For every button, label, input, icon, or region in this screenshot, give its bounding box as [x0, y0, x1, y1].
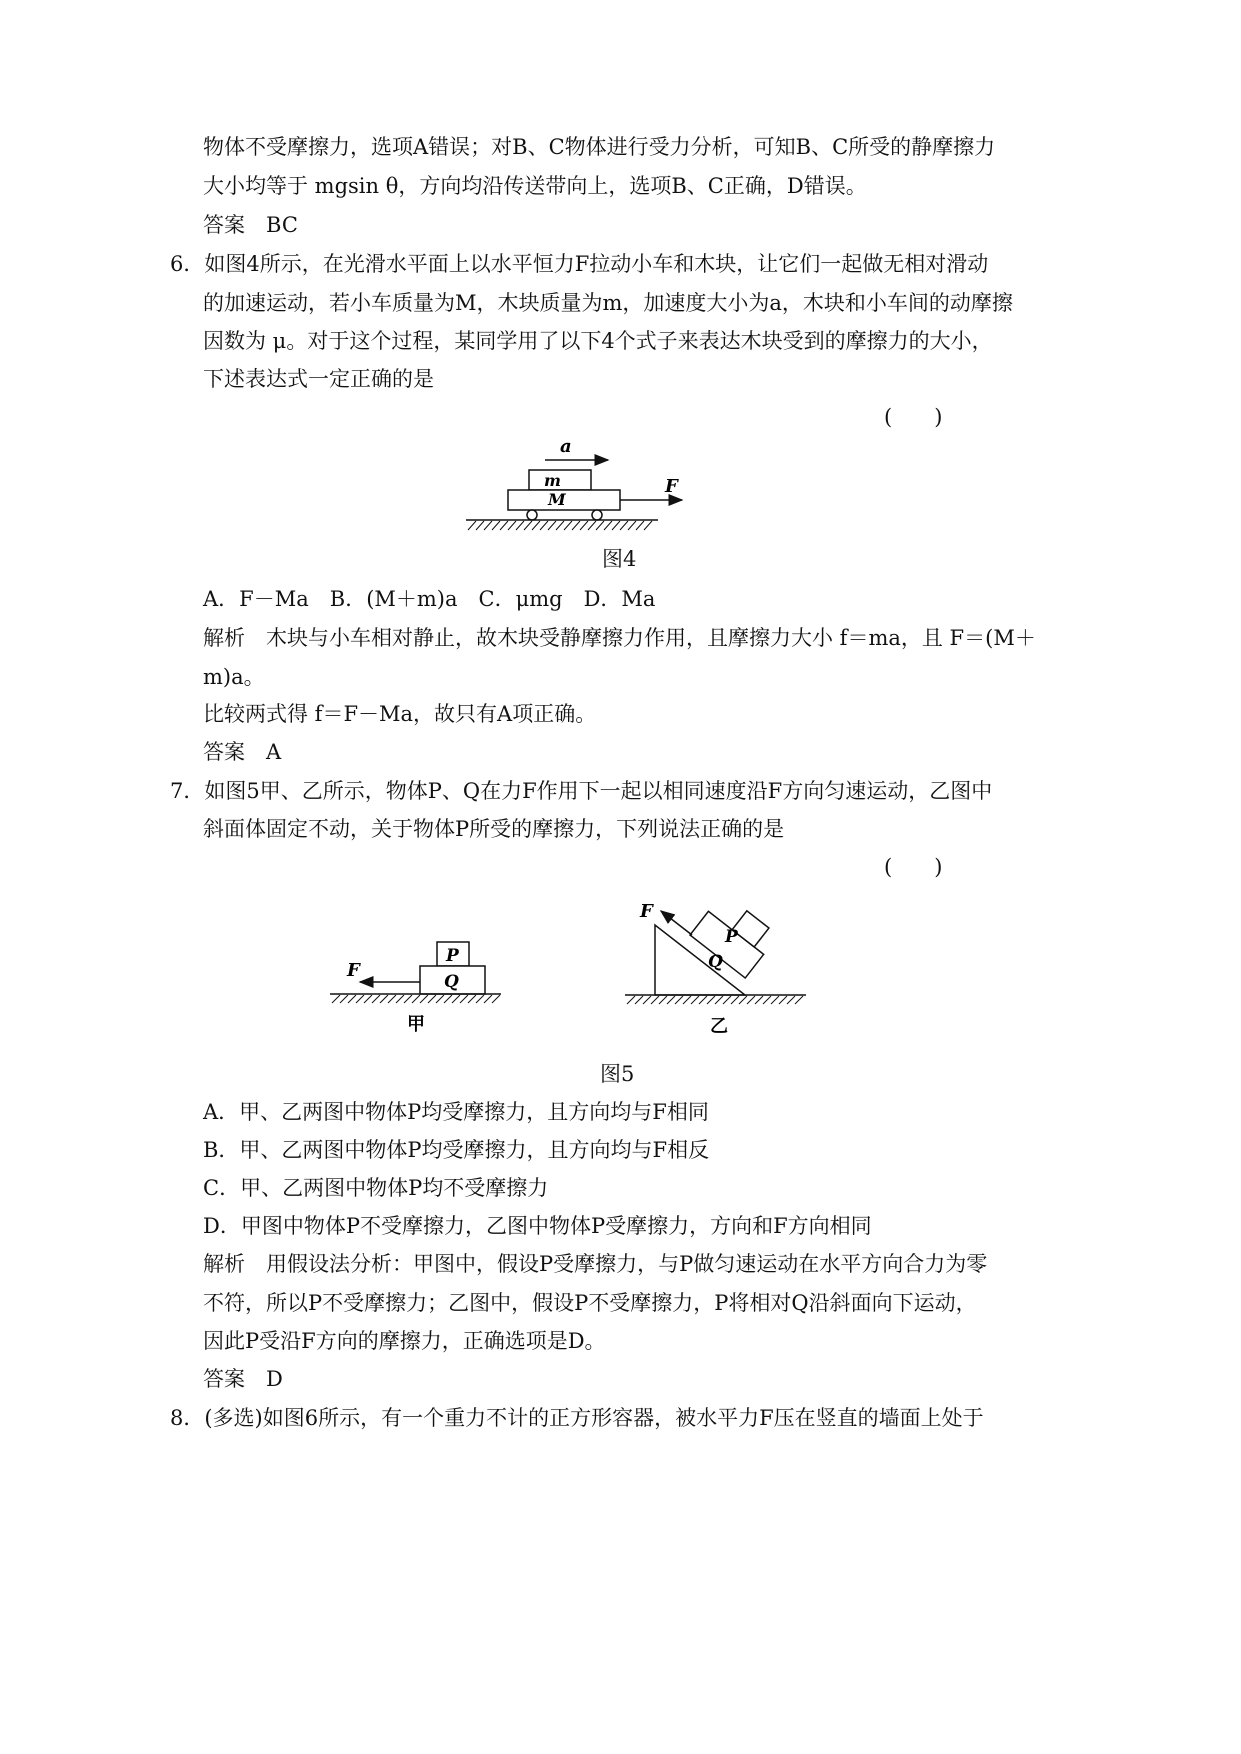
q6-analysis-line-1: 解析 木块与小车相对静止，故木块受静摩擦力作用，且摩擦力大小 f＝ma，且 F＝(M＋	[203, 626, 1036, 650]
label-F: F	[665, 476, 678, 497]
q5-answer: 答案 BC	[203, 213, 298, 237]
q7-option-d: D．甲图中物体P不受摩擦力，乙图中物体P受摩擦力，方向和F方向相同	[203, 1214, 872, 1238]
label-F-jia: F	[347, 960, 360, 981]
figure-4-caption: 图4	[602, 547, 637, 571]
label-P-jia: P	[446, 946, 459, 966]
q7-text-line-1: 7．如图5甲、乙所示，物体P、Q在力F作用下一起以相同速度沿F方向匀速运动，乙图中	[170, 779, 993, 803]
q6-options: A．F－Ma B．(M＋m)a C．μmg D．Ma	[203, 587, 656, 611]
q7-answer: 答案 D	[203, 1367, 283, 1391]
q6-text-line-4: 下述表达式一定正确的是	[203, 367, 434, 391]
label-a: a	[560, 436, 572, 457]
label-Q-yi: Q	[708, 952, 723, 972]
q6-text-line-1: 6．如图4所示，在光滑水平面上以水平恒力F拉动小车和木块，让它们一起做无相对滑动	[170, 252, 989, 276]
q6-answer-bracket: ( )	[884, 405, 943, 429]
wheel-left	[527, 510, 537, 520]
figure-4	[460, 430, 730, 535]
label-F-yi: F	[640, 901, 653, 922]
q7-text-line-2: 斜面体固定不动，关于物体P所受的摩擦力，下列说法正确的是	[203, 817, 785, 841]
q6-text-line-2: 的加速运动，若小车质量为M，木块质量为m，加速度大小为a，木块和小车间的动摩擦	[203, 291, 1013, 315]
label-M: M	[548, 490, 566, 509]
force-arrow-yi	[661, 911, 692, 935]
q7-analysis-line-2: 不符，所以P不受摩擦力；乙图中，假设P不受摩擦力，P将相对Q沿斜面向下运动，	[203, 1291, 977, 1315]
q7-analysis-line-3: 因此P受沿F方向的摩擦力，正确选项是D。	[203, 1329, 606, 1353]
label-Q-jia: Q	[444, 972, 459, 992]
q6-answer: 答案 A	[203, 740, 282, 764]
q6-text-line-3: 因数为 μ。对于这个过程，某同学用了以下4个式子来表达木块受到的摩擦力的大小，	[203, 329, 993, 353]
label-jia: 甲	[407, 1014, 425, 1035]
label-P-yi: P	[725, 927, 738, 947]
q7-option-b: B．甲、乙两图中物体P均受摩擦力，且方向均与F相反	[203, 1138, 710, 1162]
q7-option-a: A．甲、乙两图中物体P均受摩擦力，且方向均与F相同	[203, 1100, 709, 1124]
q7-answer-bracket: ( )	[884, 855, 943, 879]
q6-analysis-line-2: m)a。	[203, 665, 265, 689]
q8-text-line-1: 8．(多选)如图6所示，有一个重力不计的正方形容器，被水平力F压在竖直的墙面上处于	[170, 1406, 984, 1430]
figure-5-yi	[620, 895, 815, 1040]
figure-5-jia	[325, 930, 510, 1040]
q6-analysis-line-3: 比较两式得 f＝F－Ma，故只有A项正确。	[203, 702, 597, 726]
label-m: m	[544, 471, 561, 490]
label-yi: 乙	[710, 1016, 728, 1037]
figure-5-caption: 图5	[600, 1062, 635, 1086]
wheel-right	[592, 510, 602, 520]
q5-text-line-2: 大小均等于 mgsin θ，方向均沿传送带向上，选项B、C正确，D错误。	[203, 174, 867, 198]
q5-text-line-1: 物体不受摩擦力，选项A错误；对B、C物体进行受力分析，可知B、C所受的静摩擦力	[203, 135, 996, 159]
q7-option-c: C．甲、乙两图中物体P均不受摩擦力	[203, 1176, 549, 1200]
q7-analysis-line-1: 解析 用假设法分析：甲图中，假设P受摩擦力，与P做匀速运动在水平方向合力为零	[203, 1252, 988, 1276]
